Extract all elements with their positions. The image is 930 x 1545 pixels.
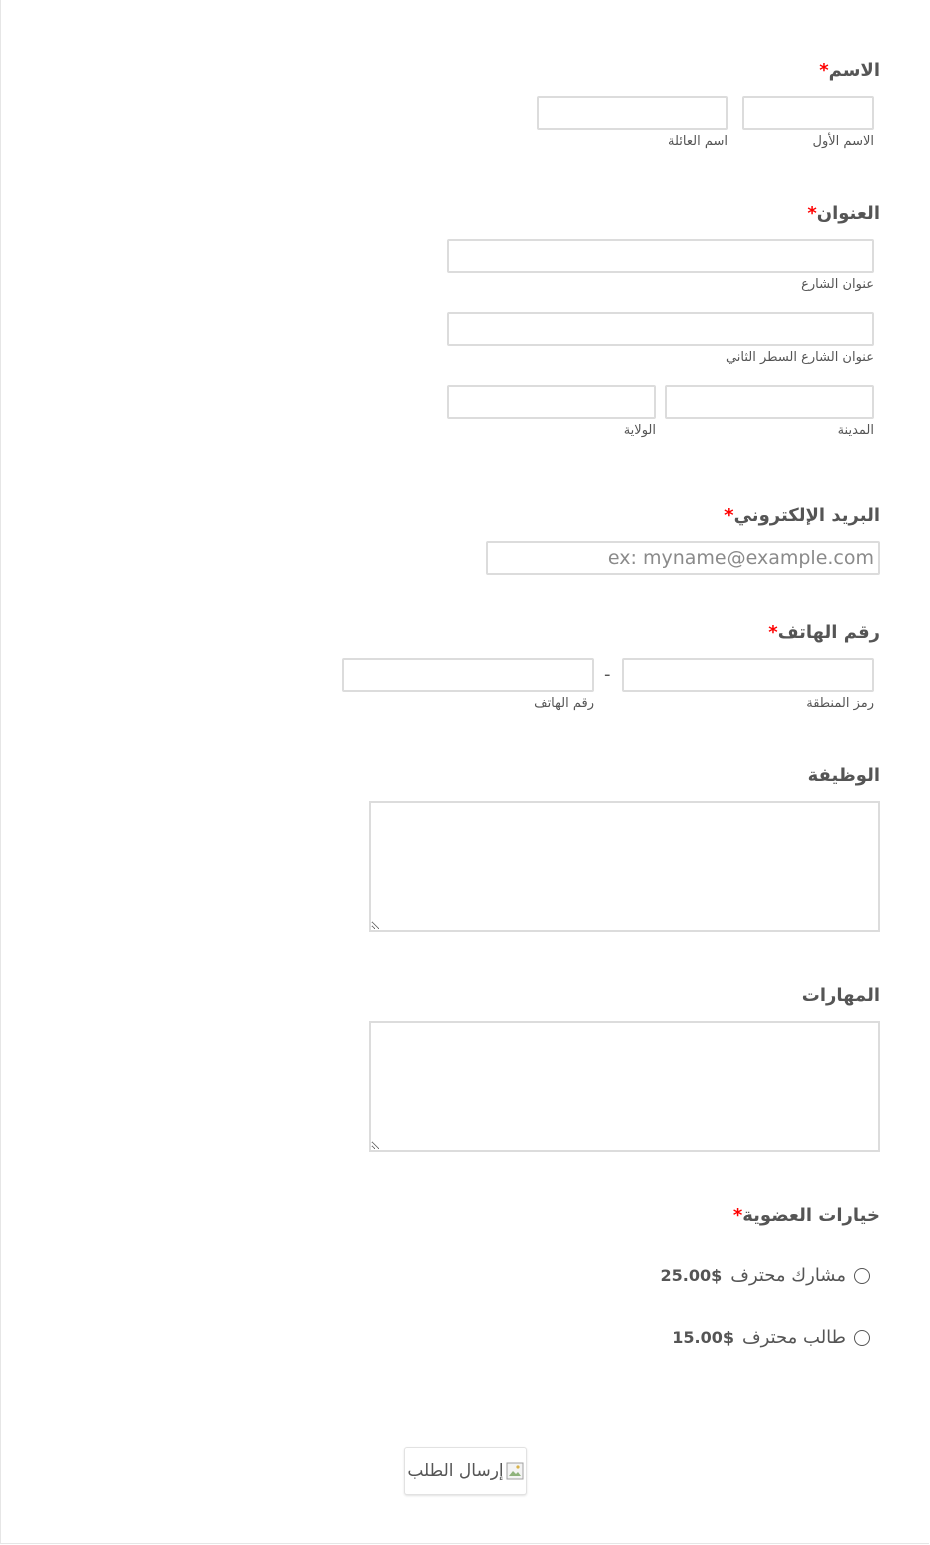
broken-image-icon xyxy=(506,1462,524,1480)
required-mark: * xyxy=(807,203,817,224)
email-input[interactable] xyxy=(486,541,880,575)
radio-button[interactable] xyxy=(854,1268,870,1284)
radio-button[interactable] xyxy=(854,1330,870,1346)
city-sublabel: المدينة xyxy=(837,423,874,438)
area-code-sublabel: رمز المنطقة xyxy=(806,696,874,711)
phone-label: رقم الهاتف* xyxy=(768,622,880,643)
phone-number-input[interactable] xyxy=(342,658,594,692)
membership-option-professional-student[interactable]: طالب محترف 15.00$ xyxy=(672,1327,870,1348)
street-address-sublabel: عنوان الشارع xyxy=(801,277,874,292)
state-input[interactable] xyxy=(447,385,656,419)
address-label: العنوان* xyxy=(807,203,880,224)
job-label: الوظيفة xyxy=(807,765,880,786)
email-label: البريد الإلكتروني* xyxy=(724,505,880,526)
area-code-input[interactable] xyxy=(622,658,874,692)
skills-textarea[interactable] xyxy=(369,1021,880,1152)
phone-number-sublabel: رقم الهاتف xyxy=(534,696,594,711)
skills-label: المهارات xyxy=(801,985,880,1006)
street-address-line2-sublabel: عنوان الشارع السطر الثاني xyxy=(725,350,874,365)
last-name-input[interactable] xyxy=(537,96,728,130)
name-label: الاسم* xyxy=(819,60,880,81)
required-mark: * xyxy=(819,60,829,81)
required-mark: * xyxy=(732,1205,743,1226)
state-sublabel: الولاية xyxy=(623,423,656,438)
last-name-sublabel: اسم العائلة xyxy=(668,134,728,149)
phone-separator: - xyxy=(604,664,611,685)
first-name-sublabel: الاسم الأول xyxy=(812,134,874,149)
submit-button[interactable] xyxy=(404,1447,527,1495)
street-address-input[interactable] xyxy=(447,239,874,273)
job-textarea[interactable] xyxy=(369,801,880,932)
required-mark: * xyxy=(724,505,734,526)
membership-option-professional-participant[interactable]: مشارك محترف 25.00$ xyxy=(661,1265,870,1286)
city-input[interactable] xyxy=(665,385,874,419)
street-address-line2-input[interactable] xyxy=(447,312,874,346)
submit-label: إرسال الطلب xyxy=(407,1461,504,1481)
membership-label: خيارات العضوية* xyxy=(732,1205,880,1226)
first-name-input[interactable] xyxy=(742,96,874,130)
required-mark: * xyxy=(768,622,778,643)
